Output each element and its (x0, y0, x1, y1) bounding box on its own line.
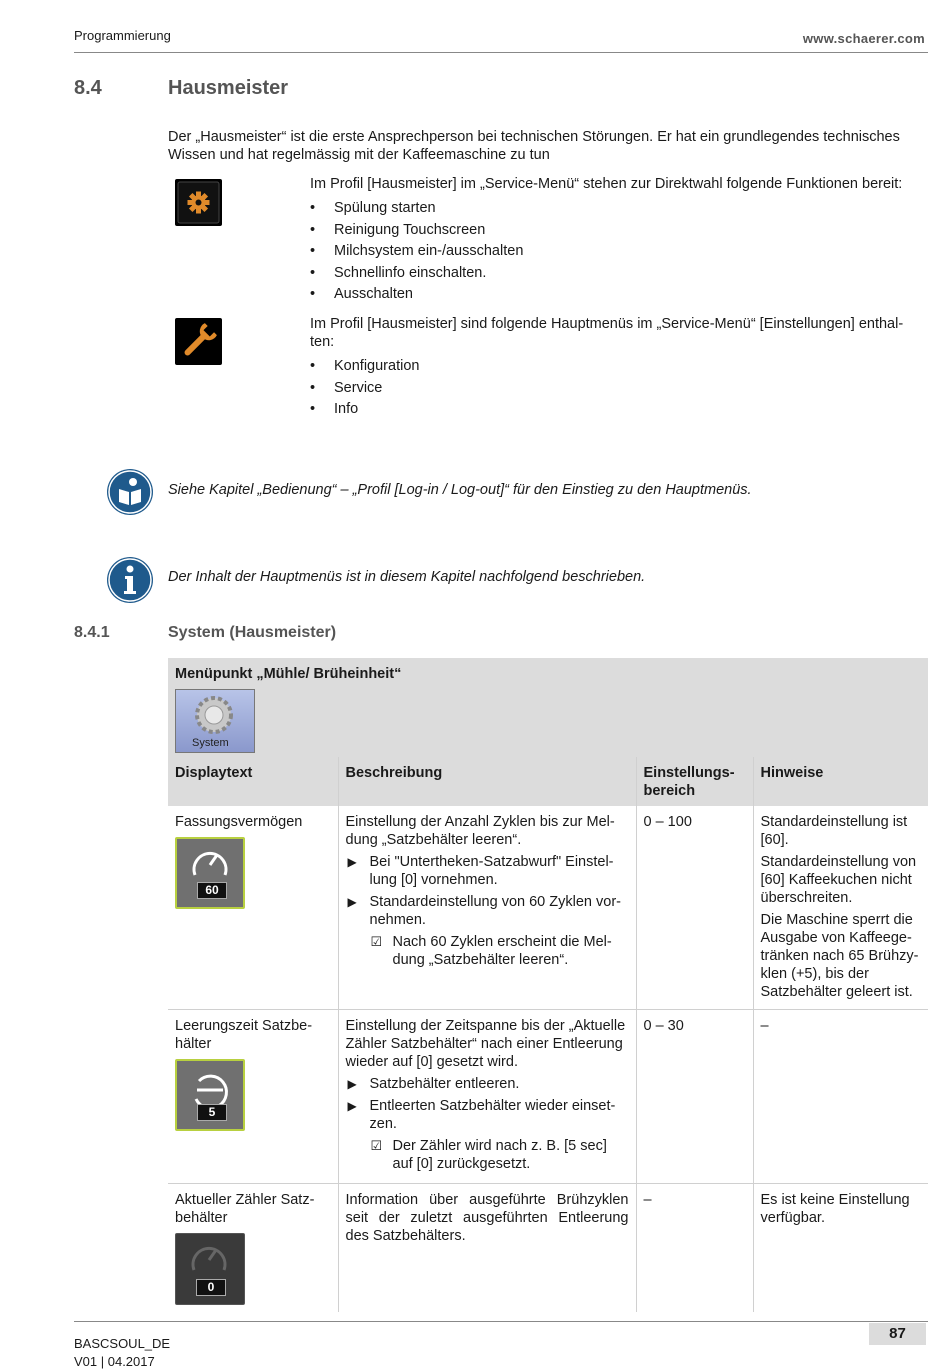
tile-value: 60 (197, 882, 227, 899)
note: Standardeinstellung ist [60]. (760, 814, 908, 848)
counter-tile-icon (175, 1233, 245, 1305)
checkbox-icon: ☑ (370, 934, 383, 949)
note: – (753, 1010, 928, 1184)
list-item: • Info (310, 399, 419, 421)
step: Satzbehälter entleeren. (369, 1076, 520, 1092)
timer-tile-icon (175, 1059, 245, 1131)
block2-list (310, 356, 419, 421)
page-number: 87 (869, 1323, 926, 1345)
table-row (168, 1184, 928, 1313)
arrow-icon: ▶ (347, 895, 357, 909)
table-row (168, 806, 928, 1010)
description: Einstellung der Anzahl Zyklen bis zur Mel-dung „Satzbehälter leeren“. (345, 814, 615, 848)
arrow-icon: ▶ (347, 1099, 357, 1113)
header-url: www.schaerer.com (802, 31, 925, 46)
col-header-range: Einstellungs-bereich (636, 757, 753, 806)
range: 0 – 30 (636, 1010, 753, 1184)
system-menu-label: System (192, 737, 229, 749)
footer-rule (74, 1321, 928, 1322)
block1-list (310, 198, 523, 306)
display-text: Aktueller Zähler Satz-behälter (175, 1192, 315, 1226)
gear-icon (175, 179, 222, 226)
display-text: Leerungszeit Satzbe-hälter (175, 1018, 313, 1052)
description: Information über ausgeführte Brühzyklen seit der zuletzt ausgeführten Entleerung des Satzbehälters. (338, 1184, 636, 1313)
col-header-display: Displaytext (168, 757, 338, 806)
block2-text: Im Profil [Hausmeister] sind folgende Hauptmenüs im „Service-Menü“ [Einstellungen] enthal-ten: (310, 316, 904, 350)
arrow-icon: ▶ (347, 1077, 357, 1091)
list-item: • Service (310, 378, 419, 400)
range: 0 – 100 (636, 806, 753, 1010)
list-item: • Konfiguration (310, 356, 419, 378)
note-reference: Siehe Kapitel „Bedienung“ – „Profil [Log-in / Log-out]“ für den Einstieg zu den Hauptmenüs. (168, 482, 752, 498)
system-menu-icon (175, 689, 255, 753)
note-info: Der Inhalt der Hauptmenüs ist in diesem Kapitel nachfolgend beschrieben. (168, 569, 646, 585)
note: Die Maschine sperrt die Ausgabe von Kaffeege-tränken nach 65 Brühzy-klen (+5), bis der Satzbehälter geleert ist. (760, 912, 919, 1000)
list-item: • Ausschalten (310, 284, 523, 306)
block1-text: Im Profil [Hausmeister] im „Service-Menü“ stehen zur Direktwahl folgende Funktionen bereit: (310, 176, 903, 192)
gauge-tile-icon (175, 837, 245, 909)
tile-value: 5 (197, 1104, 227, 1121)
list-item: • Reinigung Touchscreen (310, 220, 523, 242)
step: Entleerten Satzbehälter wieder einset-zen. (369, 1098, 616, 1132)
range: – (636, 1184, 753, 1313)
intro-paragraph: Der „Hausmeister“ ist die erste Ansprechperson bei technischen Störungen. Er hat ein grundlegendes technisches Wissen und hat regelmässig mit der Kaffeemaschine zu tun (168, 129, 900, 163)
result: Der Zähler wird nach z. B. [5 sec] auf [0] zurückgesetzt. (392, 1138, 607, 1172)
col-header-notes: Hinweise (753, 757, 928, 806)
description: Einstellung der Zeitspanne bis der „Aktuelle Zähler Satzbehälter“ nach einer Entleerung wieder auf [0] gesetzt wird. (345, 1018, 626, 1070)
step: Bei "Untertheken-Satzabwurf" Einstel-lung [0] vornehmen. (369, 854, 614, 888)
doc-id: BASCSOUL_DE (74, 1336, 171, 1351)
list-item: • Milchsystem ein-/ausschalten (310, 241, 523, 263)
section-title: Hausmeister (168, 77, 289, 99)
subsection-title: System (Hausmeister) (168, 624, 337, 641)
menu-title: Menüpunkt „Mühle/ Brüheinheit“ (175, 666, 402, 682)
note: Es ist keine Einstellung verfügbar. (753, 1184, 928, 1313)
settings-table (168, 658, 928, 1312)
display-text: Fassungsvermögen (175, 814, 303, 830)
info-icon (107, 557, 153, 603)
tile-value: 0 (196, 1279, 226, 1296)
wrench-icon (175, 318, 222, 365)
subsection-number: 8.4.1 (74, 624, 110, 641)
note: Standardeinstellung von [60] Kaffeekuchen nicht überschreiten. (760, 854, 917, 906)
table-row (168, 1010, 928, 1184)
header-chapter: Programmierung (74, 28, 171, 43)
step: Standardeinstellung von 60 Zyklen vor-nehmen. (369, 894, 621, 928)
checkbox-icon: ☑ (370, 1138, 383, 1153)
list-item: • Schnellinfo einschalten. (310, 263, 523, 285)
header-rule (74, 52, 928, 53)
section-number: 8.4 (74, 77, 102, 99)
col-header-description: Beschreibung (338, 757, 636, 806)
doc-version: V01 | 04.2017 (74, 1354, 155, 1369)
manual-reader-icon (107, 469, 153, 515)
list-item: • Spülung starten (310, 198, 523, 220)
arrow-icon: ▶ (347, 855, 357, 869)
result: Nach 60 Zyklen erscheint die Mel-dung „Satzbehälter leeren“. (392, 934, 612, 968)
